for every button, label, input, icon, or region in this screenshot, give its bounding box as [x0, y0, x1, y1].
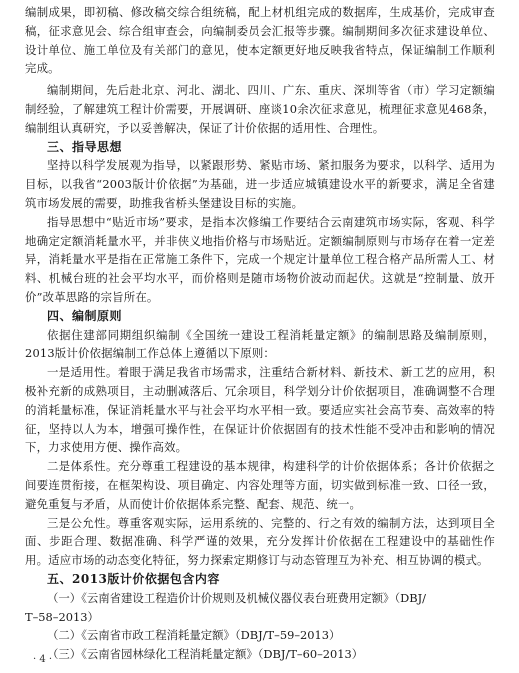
list-item-quota-1: （一）《云南省建设工程造价计价规则及机械仪器仪表台班费用定额》（DBJ/ — [47, 590, 427, 605]
paragraph-applicability: 一是适用性。着眼于满足我省市场需求，注重结合新材料、新技术、新工艺的应用，积极补充新的成熟项目，主动删减落后、冗余项目，科学划分计价依据项目，准确调整不合理的消耗量标准，保证消耗量水平与社会平均水平相一致。要适应实社会高节奏、高效率的特征，坚持以人为本，增强可操作性，在保证计价依据固有的技术性能不受冲击和影响的情况下，力求使用方便、操作高效。 — [25, 365, 495, 455]
paragraph-guiding-ideology: 坚持以科学发展观为指导，以紧跟形势、紧贴市场、紧扣服务为要求，以科学、适用为目标，以我省“2003版计价依据”为基础，进一步适应城镇建设水平的新要求，满足全省建筑市场发展的需要，助推我省桥头堡建设目标的实施。 — [25, 158, 495, 210]
page-number: · 4 · — [33, 654, 53, 665]
paragraph-market-requirement: 指导思想中“贴近市场”要求，是指本次修编工作要结合云南建筑市场实际，客观、科学地确定定额消耗量水平，并非侠义地指价格与市场贴近。定额编制原则与市场存在着一定差异，消耗量水平是指在正常施工条件下，完成一个规定计量单位工程合格产品所需人工、材料、机械台班的社会平均水平，而价格则是随市场物价波动而起伏。这就是“控制量、放开价”改革思路的宗旨所在。 — [25, 214, 495, 304]
list-item-quota-2: （二）《云南省市政工程消耗量定额》（DBJ/T–59–2013） — [47, 628, 341, 643]
paragraph-fairness: 三是公允性。尊重客观实际，运用系统的、完整的、行之有效的编制方法，达到项目全面、步距合理、数据准确、科学严谨的效果，充分发挥计价依据在工程建设中的基础性作用。适应市场的动态变化特征，努力探索定期修订与动态管理互为补充、相互协调的模式。 — [25, 515, 495, 568]
heading-contents: 五、2013版计价依据包含内容 — [47, 571, 220, 586]
paragraph-compilation-results: 编制成果，即初稿、修改稿交综合组统稿，配上材机组完成的数据库，生成基价，完成审查稿，征求意见会、综合组审查会，向编制委员会汇报等步骤。编制期间多次征求建设单位、设计单位、施工单位及有关部门的意见，使本定额更好地反映我省特点，保证编制工作顺利完成。 — [25, 5, 495, 76]
list-item-quota-1-continued: T–58–2013） — [25, 609, 99, 624]
heading-compilation-principles: 四、编制原则 — [47, 308, 123, 323]
paragraph-principles-intro: 依据住建部同期组织编制《全国统一建设工程消耗量定额》的编制思路及编制原则，2013版计价依据编制工作总体上遵循以下原则： — [25, 327, 495, 361]
list-item-quota-3: （三）《云南省园林绿化工程消耗量定额》（DBJ/T–60–2013） — [47, 647, 364, 662]
heading-guiding-ideology: 三、指导思想 — [47, 139, 123, 154]
paragraph-systematicness: 二是体系性。充分尊重工程建设的基本规律，构建科学的计价依据体系；各计价依据之间要连贯衔接，在框架构设、项目确定、内容处理等方面，切实做到标准一致、口径一致，避免重复与矛盾，从而使计价依据体系完整、配套、规范、统一。 — [25, 459, 495, 511]
paragraph-research-trips: 编制期间，先后赴北京、河北、湖北、四川、广东、重庆、深圳等省（市）学习定额编制经验，了解建筑工程计价需要，开展调研、座谈10余次征求意见，梳理征求意见468条，编制组认真研究，予以妥善解决，保证了计价依据的适用性、合理性。 — [25, 83, 495, 135]
